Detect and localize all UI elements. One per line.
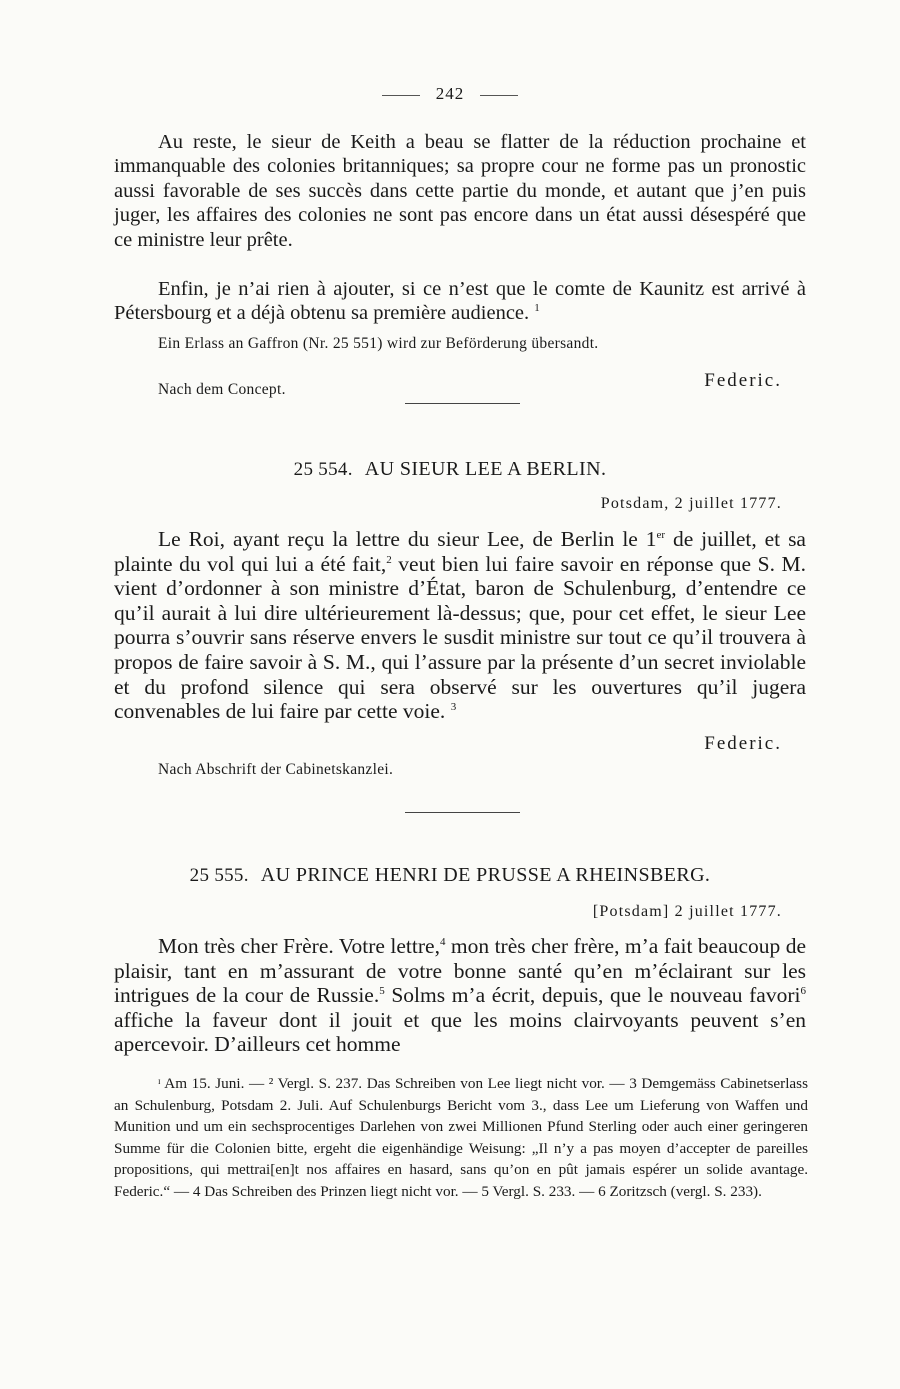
letter-body-text: de juillet, et sa plainte du vol qui lui a été fait, <box>114 527 806 576</box>
letter-body-25554 <box>114 527 806 724</box>
letter-body-text: Mon très cher Frère. Votre lettre, <box>158 934 440 958</box>
signature-2: Federic. <box>704 733 782 754</box>
letter-body-text: veut bien lui faire savoir en réponse que S. M. vient d’ordonner à son ministre d’État, baron de Schulenburg, d’entendre ce qu’il aurait à lui dire ultérieurement là-dessus; que, pour cet effet, le sieur Lee pourra s’ouvrir sans réserve envers le susdit ministre sur tout ce qu’il trouvera à propos de faire savoir à S. M., qui l’assure par la présente d’un secret inviolable et du profond silence qui sera observé sur les ouvertures qu’il jugera convenables de lui faire par cette voie. <box>114 551 807 724</box>
footnote-ref-5: 5 <box>379 985 385 998</box>
letter-body-text: Solms m’a écrit, depuis, que le nouveau favori <box>384 983 801 1008</box>
footnote-ref-3: 3 <box>450 701 457 713</box>
section-divider-2 <box>405 812 520 813</box>
dateline-25554: Potsdam, 2 juillet 1777. <box>600 495 782 512</box>
footnote-ref-1: 1 <box>534 302 540 315</box>
erlass-note: Ein Erlass an Gaffron (Nr. 25 551) wird zur Beförderung übersandt. <box>158 335 599 352</box>
footnotes <box>114 1073 808 1203</box>
footnote-ref-6: 6 <box>800 985 806 998</box>
footnotes-text: ᶦ Am 15. Juni. — ² Vergl. S. 237. Das Schreiben von Lee liegt nicht vor. — 3 Demgemäss Cabinetserlass an Schulenburg, Potsdam 2. Juli. Auf Schulenburgs Bericht vom 3., dass Lee um Lieferung von Waffen und Munition und um ein sechsprocentiges Darlehen von zwei Millionen Pfund Sterling oder auch einer geringeren Summe für die Colonien bitte, ergeht die eigenhändige Weisung: „Il n’y a pas moyen d’accepter de pareilles propositions, qui mettrai[en]t nos affaires en hasard, sans qu’on en pût jamais espérer un solide avantage. Federic.“ — 4 Das Schreiben des Prinzen liegt nicht vor. — 5 Vergl. S. 233. — 6 Zoritzsch (vergl. S. 233). <box>114 1075 808 1200</box>
superscript-er: er <box>656 528 666 541</box>
source-note-2: Nach Abschrift der Cabinetskanzlei. <box>158 761 394 778</box>
letter-number: 25 555. <box>189 865 249 886</box>
source-note-1: Nach dem Concept. <box>158 381 286 398</box>
signature-1: Federic. <box>704 370 782 391</box>
letter-heading-25555 <box>0 864 900 887</box>
footnote-ref-4: 4 <box>439 935 446 948</box>
letter-number: 25 554. <box>293 459 353 480</box>
page-number-row <box>0 84 900 104</box>
letter-body-text: mon très cher frère, m’a fait beaucoup de plaisir, tant en m’assurant de votre bonne santé qu’en m’éclairant sur les intrigues de la cour de Russie. <box>114 934 806 1008</box>
letter-title: AU SIEUR LEE A BERLIN. <box>364 458 607 480</box>
footnote-ref-2: 2 <box>386 553 392 566</box>
letter-heading-25554 <box>0 458 900 481</box>
page-number-dash-left <box>382 95 420 96</box>
intro-paragraph-1: Au reste, le sieur de Keith a beau se flatter de la réduction prochaine et immanquable des colonies britanniques; sa propre cour ne forme pas un pronostic aussi favorable de ses succès dans cette partie du monde, et autant que j’en puis juger, les affaires des colonies ne sont pas encore dans un état aussi désespéré que ce ministre leur prête. <box>114 131 806 251</box>
page-number-dash-right <box>480 95 518 96</box>
page-number: 242 <box>435 84 465 103</box>
dateline-25555: [Potsdam] 2 juillet 1777. <box>592 903 782 920</box>
intro-paragraph-2 <box>114 277 806 326</box>
letter-body-25555 <box>114 934 806 1057</box>
intro-paragraph-2-text: Enfin, je n’ai rien à ajouter, si ce n’est que le comte de Kaunitz est arrivé à Pétersbourg et a déjà obtenu sa première audience. <box>114 278 806 325</box>
section-divider-1 <box>405 403 520 404</box>
letter-title: AU PRINCE HENRI DE PRUSSE A RHEINSBERG. <box>260 864 711 886</box>
letter-body-text: Le Roi, ayant reçu la lettre du sieur Lee, de Berlin le 1 <box>158 527 657 551</box>
letter-body-text: affiche la faveur dont il jouit et que les moins clairvoyants peuvent s’en apercevoir. D’ailleurs cet homme <box>114 1007 806 1057</box>
